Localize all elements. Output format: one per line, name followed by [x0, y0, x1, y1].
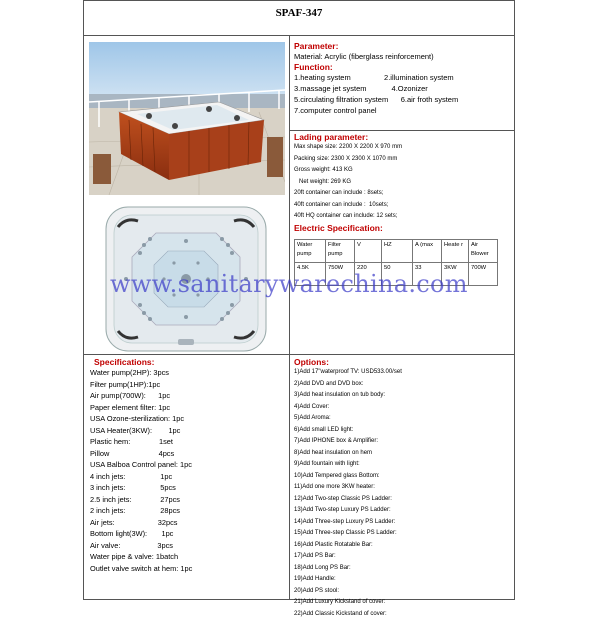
specifications-heading: Specifications:	[90, 357, 286, 367]
right-row-divider-1	[290, 130, 514, 131]
option-line: 11)Add one more 3KW heater:	[294, 482, 512, 494]
option-line: 21)Add Luxury Kickstand of cover:	[294, 597, 512, 609]
lading-line: Net weight: 269 KG	[294, 177, 512, 189]
table-cell: 220	[355, 263, 382, 286]
option-line: 8)Add heat insulation on hem	[294, 448, 512, 460]
function-heading: Function:	[294, 62, 512, 72]
spec-line: Air valve: 3pcs	[90, 540, 286, 552]
option-line: 2)Add DVD and DVD box:	[294, 379, 512, 391]
spec-line: USA Balboa Control panel: 1pc	[90, 459, 286, 471]
table-header-cell: Heate r	[442, 240, 469, 263]
lading-line: 20ft container can include : 8sets;	[294, 188, 512, 200]
table-row	[295, 240, 498, 263]
table-header-cell: Air Blower	[469, 240, 498, 263]
specifications-section	[90, 357, 286, 574]
spec-line: Bottom light(3W): 1pc	[90, 528, 286, 540]
product-sheet	[83, 0, 515, 600]
lading-line: 40ft container can include : 10sets;	[294, 200, 512, 212]
option-line: 3)Add heat insulation on tub body:	[294, 390, 512, 402]
lading-line: Gross weight: 413 KG	[294, 165, 512, 177]
option-line: 17)Add PS Bar:	[294, 551, 512, 563]
lading-line: Max shape size: 2200 X 2200 X 970 mm	[294, 142, 512, 154]
lading-heading: Lading parameter:	[294, 132, 512, 142]
option-line: 5)Add Aroma:	[294, 413, 512, 425]
option-line: 22)Add Classic Kickstand of cover:	[294, 609, 512, 620]
material-line: Material: Acrylic (fiberglass reinforcement)	[294, 51, 512, 62]
spa-terrace-photo	[89, 42, 285, 195]
option-line: 15)Add Three-step Classic PS Ladder:	[294, 528, 512, 540]
lading-line: 40ft HQ container can include: 12 sets;	[294, 211, 512, 223]
table-header-cell: Water pump	[295, 240, 326, 263]
function-line: 7.computer control panel	[294, 105, 512, 116]
option-line: 19)Add Handle:	[294, 574, 512, 586]
table-cell: 4.5K	[295, 263, 326, 286]
options-heading: Options:	[294, 357, 512, 367]
table-header-cell: V	[355, 240, 382, 263]
table-header-cell: A (max	[413, 240, 442, 263]
spec-line: Air pump(700W): 1pc	[90, 390, 286, 402]
spec-line: Plastic hem: 1set	[90, 436, 286, 448]
option-line: 14)Add Three-step Luxury PS Ladder:	[294, 517, 512, 529]
spec-line: Outlet valve switch at hem: 1pc	[90, 563, 286, 575]
model-title: SPAF-347	[84, 7, 514, 19]
function-line: 3.massage jet system 4.Ozonizer	[294, 83, 512, 94]
left-row-divider	[84, 354, 289, 355]
table-cell: 700W	[469, 263, 498, 286]
parameter-section	[294, 41, 512, 116]
option-line: 10)Add Tempered glass Bottom:	[294, 471, 512, 483]
spec-line: Paper element filter: 1pc	[90, 402, 286, 414]
spec-line: 2.5 inch jets: 27pcs	[90, 494, 286, 506]
lading-line: Packing size: 2300 X 2300 X 1070 mm	[294, 154, 512, 166]
table-header-cell: HZ	[382, 240, 413, 263]
option-line: 4)Add Cover:	[294, 402, 512, 414]
table-cell: 750W	[326, 263, 355, 286]
spec-line: 2 inch jets: 28pcs	[90, 505, 286, 517]
table-cell: 3KW	[442, 263, 469, 286]
spec-line: Water pipe & valve: 1batch	[90, 551, 286, 563]
parameter-heading: Parameter:	[294, 41, 512, 51]
table-cell: 50	[382, 263, 413, 286]
spec-line: USA Heater(3KW): 1pc	[90, 425, 286, 437]
option-line: 12)Add Two-step Classic PS Ladder:	[294, 494, 512, 506]
right-row-divider-2	[290, 354, 514, 355]
column-divider	[289, 35, 290, 599]
spec-line: 3 inch jets: 5pcs	[90, 482, 286, 494]
option-line: 9)Add fountain with light:	[294, 459, 512, 471]
option-line: 6)Add small LED light:	[294, 425, 512, 437]
electric-heading: Electric Specification:	[294, 223, 512, 233]
lading-section	[294, 132, 512, 233]
table-header-cell: Filter pump	[326, 240, 355, 263]
option-line: 20)Add PS stool:	[294, 586, 512, 598]
function-line: 5.circulating filtration system 6.air froth system	[294, 94, 512, 105]
spec-line: 4 inch jets: 1pc	[90, 471, 286, 483]
title-row	[84, 1, 514, 36]
options-section	[294, 357, 512, 620]
option-line: 7)Add IPHONE box & Amplifier:	[294, 436, 512, 448]
option-line: 13)Add Two-step Luxury PS Ladder:	[294, 505, 512, 517]
spec-line: Filter pump(1HP):1pc	[90, 379, 286, 391]
option-line: 1)Add 17"waterproof TV: USD533.00/set	[294, 367, 512, 379]
spec-line: Pillow 4pcs	[90, 448, 286, 460]
option-line: 16)Add Plastic Rotatable Bar:	[294, 540, 512, 552]
spec-line: Air jets: 32pcs	[90, 517, 286, 529]
table-cell: 33	[413, 263, 442, 286]
watermark-text: www.sanitarywarechina.com	[110, 270, 468, 298]
function-line: 1.heating system 2.illumination system	[294, 72, 512, 83]
spec-line: Water pump(2HP): 3pcs	[90, 367, 286, 379]
option-line: 18)Add Long PS Bar:	[294, 563, 512, 575]
spec-line: USA Ozone-sterilization: 1pc	[90, 413, 286, 425]
